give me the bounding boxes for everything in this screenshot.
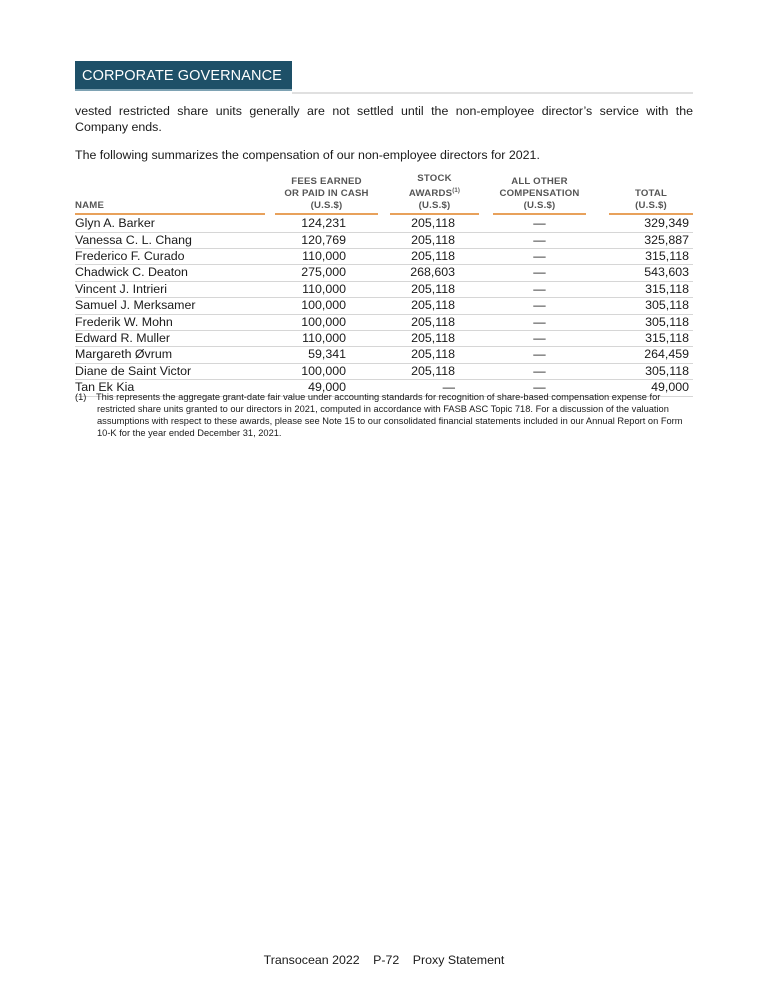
footnote-marker: (1) [75, 392, 87, 402]
other-compensation-cell: — [493, 265, 586, 281]
other-compensation-cell: — [493, 216, 586, 232]
fees-cell: 275,000 [275, 265, 378, 281]
fees-cell: 100,000 [275, 298, 378, 314]
table-row [75, 265, 693, 281]
page-footer [0, 953, 768, 967]
fees-cell: 110,000 [275, 331, 378, 347]
footnote [75, 391, 693, 439]
other-compensation-cell: — [493, 331, 586, 347]
director-name-cell: Samuel J. Merksamer [75, 298, 265, 314]
header-name: NAME [75, 173, 265, 216]
table-row [75, 363, 693, 379]
total-cell: 305,118 [609, 314, 693, 330]
fees-cell: 49,000 [275, 380, 378, 396]
director-name-cell: Edward R. Muller [75, 331, 265, 347]
total-cell: 329,349 [609, 216, 693, 232]
director-name-cell: Glyn A. Barker [75, 216, 265, 232]
intro-paragraph: vested restricted share units generally are not settled until the non-employee director’s service with the Company ends. [75, 104, 693, 134]
summary-paragraph: The following summarizes the compensation of our non-employee directors for 2021. [75, 148, 540, 162]
total-cell: 315,118 [609, 281, 693, 297]
stock-awards-cell: — [390, 380, 479, 396]
table-row [75, 314, 693, 330]
director-name-cell: Vanessa C. L. Chang [75, 232, 265, 248]
director-name-cell: Chadwick C. Deaton [75, 265, 265, 281]
stock-awards-cell: 205,118 [390, 363, 479, 379]
section-title: CORPORATE GOVERNANCE [82, 68, 282, 84]
other-compensation-cell: — [493, 298, 586, 314]
fees-cell: 59,341 [275, 347, 378, 363]
table-row [75, 298, 693, 314]
stock-awards-cell: 205,118 [390, 347, 479, 363]
fees-cell: 100,000 [275, 314, 378, 330]
fees-cell: 100,000 [275, 363, 378, 379]
table-row [75, 347, 693, 363]
total-cell: 325,887 [609, 232, 693, 248]
other-compensation-cell: — [493, 232, 586, 248]
stock-awards-cell: 205,118 [390, 249, 479, 265]
director-name-cell: Frederico F. Curado [75, 249, 265, 265]
table-header-row [75, 173, 693, 216]
director-name-cell: Margareth Øvrum [75, 347, 265, 363]
other-compensation-cell: — [493, 249, 586, 265]
header-fees: FEES EARNED OR PAID IN CASH (U.S.$) [275, 173, 378, 216]
table-row [75, 232, 693, 248]
header-total: TOTAL (U.S.$) [609, 173, 693, 216]
total-cell: 264,459 [609, 347, 693, 363]
director-name-cell: Tan Ek Kia [75, 380, 265, 396]
table-row [75, 281, 693, 297]
other-compensation-cell: — [493, 347, 586, 363]
footer-page-number: P-72 [373, 953, 400, 967]
header-stock: STOCK AWARDS$^{(1)}$ (U.S.$) [390, 173, 479, 216]
stock-awards-cell: 205,118 [390, 216, 479, 232]
total-cell: 315,118 [609, 331, 693, 347]
stock-awards-cell: 205,118 [390, 331, 479, 347]
stock-awards-cell: 205,118 [390, 298, 479, 314]
director-name-cell: Frederik W. Mohn [75, 314, 265, 330]
director-compensation-table [75, 173, 693, 397]
section-header [75, 61, 292, 91]
fees-cell: 120,769 [275, 232, 378, 248]
total-cell: 305,118 [609, 298, 693, 314]
total-cell: 49,000 [609, 380, 693, 396]
table-row [75, 249, 693, 265]
header-other: ALL OTHER COMPENSATION (U.S.$) [493, 173, 586, 216]
footnote-ref: (1) [452, 188, 461, 194]
stock-awards-cell: 268,603 [390, 265, 479, 281]
footnote-text: This represents the aggregate grant-date fair value under accounting standards for recognition of share-based compensation expense for restricted share units granted to our directors in 2021, computed in accordance with FASB ASC Topic 718. For a discussion of the valuation assumptions with respect to these awards, please see Note 15 to our consolidated financial statements included in our Annual Report on Form 10-K for the year ended December 31, 2021. [96, 392, 683, 438]
other-compensation-cell: — [493, 281, 586, 297]
total-cell: 305,118 [609, 363, 693, 379]
fees-cell: 124,231 [275, 216, 378, 232]
other-compensation-cell: — [493, 363, 586, 379]
other-compensation-cell: — [493, 380, 586, 396]
header-rule [292, 92, 693, 94]
footer-company: Transocean 2022 [263, 953, 360, 967]
total-cell: 543,603 [609, 265, 693, 281]
footer-document: Proxy Statement [412, 953, 505, 967]
director-name-cell: Vincent J. Intrieri [75, 281, 265, 297]
stock-awards-cell: 205,118 [390, 314, 479, 330]
stock-awards-cell: 205,118 [390, 232, 479, 248]
fees-cell: 110,000 [275, 249, 378, 265]
director-name-cell: Diane de Saint Victor [75, 363, 265, 379]
fees-cell: 110,000 [275, 281, 378, 297]
table-row [75, 331, 693, 347]
stock-awards-cell: 205,118 [390, 281, 479, 297]
table-row [75, 216, 693, 232]
total-cell: 315,118 [609, 249, 693, 265]
other-compensation-cell: — [493, 314, 586, 330]
